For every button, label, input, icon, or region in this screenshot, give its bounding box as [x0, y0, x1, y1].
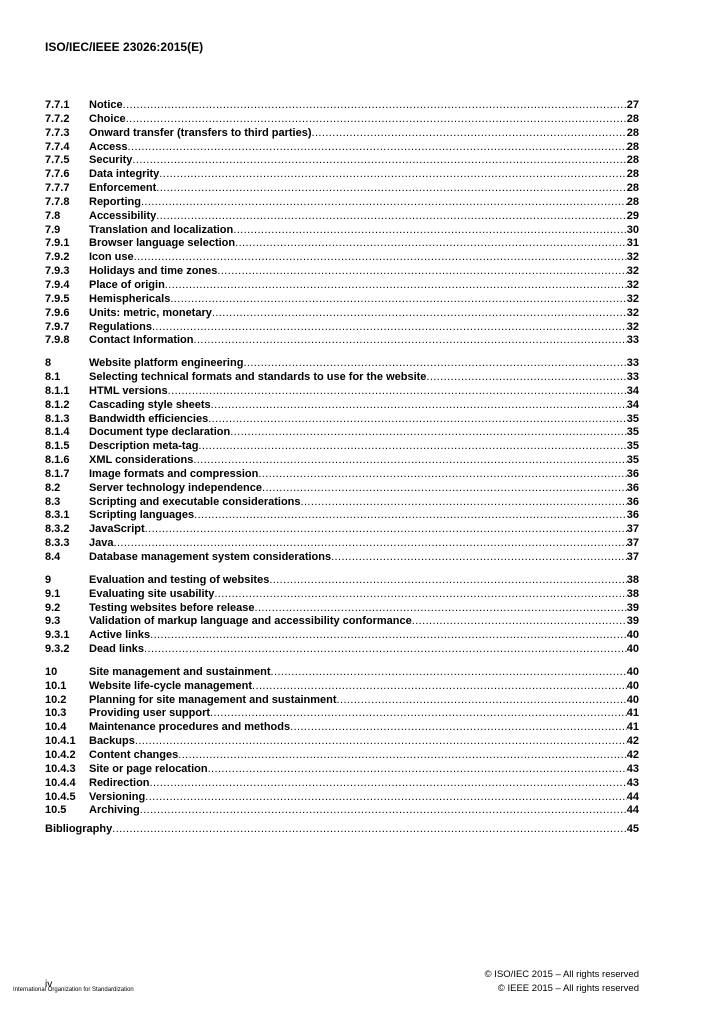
toc-entry-number: 7.7.1 — [45, 99, 70, 111]
toc-entry-number: 8.1 — [45, 371, 61, 384]
toc-entry-title: Contact Information — [89, 334, 194, 347]
toc-dot-leader — [145, 791, 627, 805]
toc-entry-title: Security — [89, 154, 133, 167]
toc-entry-page: 35 — [626, 426, 639, 439]
toc-entry-page: 37 — [626, 523, 639, 536]
copyright-ieee: © IEEE 2015 – All rights reserved — [497, 982, 639, 994]
toc-entry-title: Data integrity — [89, 168, 160, 181]
toc-dot-leader — [194, 509, 627, 523]
toc-entry[interactable] — [45, 141, 639, 155]
toc-entry-number: 7.7.7 — [45, 182, 70, 195]
toc-entry-page: 37 — [626, 551, 639, 563]
toc-entry-title: JavaScript — [89, 523, 145, 536]
toc-entry-number: 8.3.2 — [45, 523, 70, 536]
toc-entry-page: 28 — [626, 154, 639, 167]
toc-entry[interactable] — [45, 804, 639, 818]
toc-entry-title: Maintenance procedures and methods — [89, 721, 291, 734]
toc-entry-number: 10.4.2 — [45, 748, 76, 761]
toc-entry[interactable] — [45, 413, 639, 427]
toc-entry-title: Holidays and time zones — [89, 265, 218, 278]
toc-entry[interactable] — [45, 666, 639, 680]
toc-entry-number: 10.1 — [45, 679, 67, 692]
toc-entry-title: Dead links — [89, 643, 145, 656]
toc-entry[interactable] — [45, 523, 639, 537]
toc-entry-page: 40 — [626, 693, 639, 706]
toc-entry-title: Archiving — [89, 804, 140, 817]
toc-entry-page: 36 — [626, 509, 639, 522]
toc-dot-leader — [165, 279, 627, 293]
toc-entry-number: 7.9.8 — [45, 334, 70, 347]
toc-entry-page: 32 — [626, 306, 639, 319]
toc-entry[interactable] — [45, 440, 639, 454]
document-header: ISO/IEC/IEEE 23026:2015(E) — [45, 40, 204, 54]
toc-entry-number: 8.4 — [45, 551, 61, 563]
toc-dot-leader — [312, 127, 627, 141]
toc-entry-page: 35 — [626, 412, 639, 425]
toc-dot-leader — [126, 113, 627, 127]
toc-entry-number: 8.1.1 — [45, 384, 70, 397]
toc-dot-leader — [168, 385, 627, 399]
toc-dot-leader — [113, 537, 626, 551]
toc-entry-page: 38 — [626, 587, 639, 600]
toc-entry-page: 40 — [626, 679, 639, 692]
toc-dot-leader — [252, 680, 627, 694]
toc-entry-number: 7.9.5 — [45, 292, 70, 305]
toc-entry-number: 7.7.5 — [45, 154, 70, 167]
toc-entry-page: 44 — [626, 790, 639, 803]
toc-entry-number: 9.2 — [45, 601, 61, 614]
toc-entry-title: Validation of markup language and accessibility conformance — [89, 615, 412, 628]
toc-entry[interactable] — [45, 643, 639, 657]
toc-entry-title: HTML versions — [89, 384, 168, 397]
toc-entry-page: 43 — [626, 776, 639, 789]
toc-dot-leader — [123, 99, 627, 113]
toc-entry[interactable] — [45, 426, 639, 440]
toc-dot-leader — [159, 168, 626, 182]
toc-entry-number: 7.7.6 — [45, 168, 70, 181]
toc-entry-number: 8.3 — [45, 495, 61, 508]
toc-entry-page: 33 — [626, 334, 639, 347]
table-of-contents — [45, 99, 639, 837]
toc-entry[interactable] — [45, 334, 639, 348]
toc-entry-title: Testing websites before release — [89, 601, 255, 614]
toc-entry-page: 28 — [626, 168, 639, 181]
toc-entry-title: Notice — [89, 99, 123, 111]
toc-dot-leader — [269, 574, 626, 588]
toc-dot-leader — [170, 293, 626, 307]
toc-entry[interactable] — [45, 574, 639, 588]
toc-entry[interactable] — [45, 251, 639, 265]
toc-entry-number: 7.8 — [45, 209, 61, 222]
toc-entry-page: 38 — [626, 573, 639, 586]
toc-entry-page: 34 — [626, 398, 639, 411]
toc-entry[interactable] — [45, 127, 639, 141]
toc-entry-title: Java — [89, 537, 114, 550]
toc-entry[interactable] — [45, 763, 639, 777]
toc-entry[interactable] — [45, 721, 639, 735]
toc-entry[interactable] — [45, 182, 639, 196]
toc-entry-title: Enforcement — [89, 182, 157, 195]
toc-entry-number: 9.3 — [45, 615, 61, 628]
toc-entry[interactable] — [45, 680, 639, 694]
toc-entry-title: Providing user support — [89, 707, 211, 720]
toc-entry[interactable] — [45, 293, 639, 307]
toc-entry-page: 45 — [626, 823, 639, 836]
toc-entry[interactable] — [45, 357, 639, 371]
toc-entry-page: 35 — [626, 454, 639, 467]
toc-entry-title: Translation and localization — [89, 223, 234, 236]
toc-entry-page: 27 — [626, 99, 639, 111]
toc-entry-number: 8.1.4 — [45, 426, 70, 439]
toc-entry-page: 40 — [626, 643, 639, 656]
toc-entry-page: 43 — [626, 762, 639, 775]
toc-entry-title: Content changes — [89, 748, 179, 761]
toc-entry[interactable] — [45, 224, 639, 238]
toc-entry-number: 8.1.2 — [45, 398, 70, 411]
toc-entry[interactable] — [45, 615, 639, 629]
toc-entry-title: Cascading style sheets — [89, 398, 211, 411]
toc-dot-leader — [134, 251, 627, 265]
toc-entry[interactable] — [45, 509, 639, 523]
toc-entry-page: 29 — [626, 209, 639, 222]
toc-entry[interactable] — [45, 629, 639, 643]
toc-entry-number: 8.1.3 — [45, 412, 70, 425]
toc-entry-page: 28 — [626, 140, 639, 153]
toc-entry-number: 10.4.4 — [45, 776, 76, 789]
toc-entry-title: Bandwidth efficiencies — [89, 412, 209, 425]
toc-entry-number: 10.4 — [45, 721, 67, 734]
toc-dot-leader — [258, 468, 626, 482]
toc-entry-page: 41 — [626, 707, 639, 720]
toc-dot-leader — [230, 426, 627, 440]
toc-entry-number: 8.3.3 — [45, 537, 70, 550]
toc-dot-leader — [211, 399, 627, 413]
toc-dot-leader — [426, 371, 626, 385]
toc-entry-page: 42 — [626, 735, 639, 748]
toc-entry-number: 10.2 — [45, 693, 67, 706]
toc-entry[interactable] — [45, 588, 639, 602]
toc-entry-page: 39 — [626, 601, 639, 614]
toc-dot-leader — [178, 749, 627, 763]
toc-entry[interactable] — [45, 99, 639, 113]
toc-entry-title: Selecting technical formats and standards to use for the website — [89, 371, 427, 384]
toc-entry-page: 39 — [626, 615, 639, 628]
toc-entry[interactable] — [45, 399, 639, 413]
toc-entry-page: 40 — [626, 665, 639, 678]
toc-entry[interactable] — [45, 307, 639, 321]
toc-entry-title: Access — [89, 140, 128, 153]
toc-dot-leader — [271, 666, 627, 680]
toc-entry[interactable] — [45, 196, 639, 210]
toc-dot-leader — [301, 496, 627, 510]
toc-dot-leader — [150, 777, 627, 791]
toc-entry-number: 9.3.1 — [45, 629, 70, 642]
toc-entry[interactable] — [45, 791, 639, 805]
toc-entry-number: 7.7.2 — [45, 112, 70, 125]
toc-entry[interactable] — [45, 823, 639, 837]
toc-entry-number: 7.9.2 — [45, 251, 70, 264]
toc-entry-title: Active links — [89, 629, 151, 642]
toc-entry-title: Document type declaration — [89, 426, 231, 439]
toc-entry-title: Image formats and compression — [89, 467, 259, 480]
toc-dot-leader — [135, 735, 627, 749]
toc-entry-number: 8.1.6 — [45, 454, 70, 467]
toc-dot-leader — [337, 694, 627, 708]
toc-entry-page: 34 — [626, 384, 639, 397]
toc-entry-title: Versioning — [89, 790, 146, 803]
toc-dot-leader — [243, 357, 626, 371]
toc-entry-page: 36 — [626, 481, 639, 494]
toc-dot-leader — [254, 602, 626, 616]
toc-entry-page: 32 — [626, 278, 639, 291]
toc-entry-page: 44 — [626, 804, 639, 817]
toc-entry-number: 7.9.3 — [45, 265, 70, 278]
toc-dot-leader — [132, 154, 626, 168]
toc-entry[interactable] — [45, 537, 639, 551]
toc-entry-title: Browser language selection — [89, 237, 236, 250]
toc-entry-number: 9 — [45, 573, 52, 586]
toc-entry-title: Planning for site management and sustainment — [89, 693, 337, 706]
copyright-block — [485, 968, 639, 995]
toc-entry-number: 10.4.3 — [45, 762, 76, 775]
toc-entry-number: 9.3.2 — [45, 643, 70, 656]
toc-entry[interactable] — [45, 385, 639, 399]
toc-entry[interactable] — [45, 154, 639, 168]
toc-entry[interactable] — [45, 482, 639, 496]
toc-dot-leader — [140, 804, 627, 818]
toc-entry-number: 7.7.3 — [45, 126, 70, 139]
toc-entry-title: Website life-cycle management — [89, 679, 253, 692]
toc-entry[interactable] — [45, 602, 639, 616]
toc-entry-page: 33 — [626, 357, 639, 370]
toc-entry-number: 10.3 — [45, 707, 67, 720]
toc-entry-number: 8.1.7 — [45, 467, 70, 480]
toc-dot-leader — [141, 196, 627, 210]
toc-entry[interactable] — [45, 551, 639, 565]
toc-entry-number: 10.4.1 — [45, 735, 76, 748]
toc-dot-leader — [412, 615, 627, 629]
toc-dot-leader — [144, 643, 627, 657]
toc-entry-page: 33 — [626, 371, 639, 384]
toc-entry-number: 7.9.1 — [45, 237, 70, 250]
toc-dot-leader — [262, 482, 627, 496]
toc-entry-page: 36 — [626, 467, 639, 480]
toc-entry-page: 30 — [626, 223, 639, 236]
toc-entry-title: Database management system considerations — [89, 551, 332, 563]
toc-entry-title: Units: metric, monetary — [89, 306, 212, 319]
toc-dot-leader — [145, 523, 627, 537]
toc-entry-number: 9.1 — [45, 587, 61, 600]
toc-dot-leader — [198, 440, 626, 454]
toc-dot-leader — [233, 224, 627, 238]
toc-entry-title: Bibliography — [45, 823, 113, 836]
toc-entry-page: 28 — [626, 112, 639, 125]
toc-dot-leader — [208, 763, 627, 777]
toc-entry[interactable] — [45, 113, 639, 127]
toc-dot-leader — [112, 823, 627, 837]
toc-entry-title: Scripting languages — [89, 509, 195, 522]
toc-entry-number: 8.1.5 — [45, 440, 70, 453]
toc-entry-number: 8.2 — [45, 481, 61, 494]
toc-entry-page: 37 — [626, 537, 639, 550]
copyright-iso: © ISO/IEC 2015 – All rights reserved — [484, 969, 639, 980]
toc-entry-page: 41 — [626, 721, 639, 734]
toc-dot-leader — [208, 413, 627, 427]
toc-dot-leader — [212, 307, 627, 321]
toc-entry-title: Site management and sustainment — [89, 665, 271, 678]
toc-entry-page: 31 — [626, 237, 639, 250]
toc-entry[interactable] — [45, 279, 639, 293]
page-number: iv — [45, 979, 53, 990]
toc-entry[interactable] — [45, 265, 639, 279]
toc-entry-title: Description meta-tag — [89, 440, 199, 453]
toc-entry-title: Server technology independence — [89, 481, 262, 494]
toc-dot-leader — [128, 141, 627, 155]
toc-entry-title: Website platform engineering — [89, 357, 244, 370]
toc-entry-number: 7.7.8 — [45, 195, 70, 208]
toc-entry-title: Backups — [89, 735, 135, 748]
toc-entry[interactable] — [45, 371, 639, 385]
toc-entry-title: Accessibility — [89, 209, 157, 222]
toc-dot-leader — [214, 588, 626, 602]
toc-entry-number: 8 — [45, 357, 52, 370]
toc-dot-leader — [194, 334, 627, 348]
toc-entry-title: Place of origin — [89, 278, 165, 291]
toc-entry[interactable] — [45, 735, 639, 749]
toc-entry-title: Onward transfer (transfers to third parties) — [89, 126, 312, 139]
toc-entry-title: Icon use — [89, 251, 134, 264]
toc-dot-leader — [193, 454, 626, 468]
toc-entry[interactable] — [45, 454, 639, 468]
toc-dot-leader — [156, 210, 626, 224]
toc-dot-leader — [150, 629, 627, 643]
toc-entry-page: 40 — [626, 629, 639, 642]
toc-entry-title: Choice — [89, 112, 126, 125]
toc-entry-page: 42 — [626, 748, 639, 761]
toc-entry-title: Evaluation and testing of websites — [89, 573, 270, 586]
toc-entry-number: 7.9 — [45, 223, 61, 236]
toc-entry-number: 8.3.1 — [45, 509, 70, 522]
toc-entry-number: 7.9.6 — [45, 306, 70, 319]
organization-name: International Organization for Standardization — [13, 987, 134, 993]
toc-entry-page: 28 — [626, 126, 639, 139]
toc-entry-page: 28 — [626, 182, 639, 195]
toc-entry-title: XML considerations — [89, 454, 194, 467]
toc-entry-page: 32 — [626, 265, 639, 278]
toc-dot-leader — [331, 551, 627, 565]
toc-entry-title: Evaluating site usability — [89, 587, 215, 600]
toc-entry-number: 10.5 — [45, 804, 67, 817]
toc-entry-number: 10.4.5 — [45, 790, 76, 803]
toc-entry-page: 35 — [626, 440, 639, 453]
toc-entry-number: 10 — [45, 665, 58, 678]
toc-entry[interactable] — [45, 321, 639, 335]
toc-dot-leader — [290, 721, 627, 735]
toc-entry-page: 32 — [626, 320, 639, 333]
toc-entry[interactable] — [45, 237, 639, 251]
toc-entry-page: 36 — [626, 495, 639, 508]
toc-entry-number: 7.7.4 — [45, 140, 70, 153]
toc-entry-title: Reporting — [89, 195, 141, 208]
toc-dot-leader — [210, 707, 627, 721]
toc-entry[interactable] — [45, 468, 639, 482]
toc-entry-title: Redirection — [89, 776, 150, 789]
toc-dot-leader — [235, 237, 627, 251]
toc-entry-title: Hemisphericals — [89, 292, 171, 305]
toc-entry-title: Regulations — [89, 320, 152, 333]
toc-entry-page: 32 — [626, 251, 639, 264]
toc-entry-number: 7.9.7 — [45, 320, 70, 333]
toc-entry-number: 7.9.4 — [45, 278, 70, 291]
toc-entry-page: 32 — [626, 292, 639, 305]
toc-dot-leader — [152, 321, 627, 335]
toc-entry[interactable] — [45, 749, 639, 763]
toc-dot-leader — [156, 182, 627, 196]
toc-entry-page: 28 — [626, 195, 639, 208]
toc-entry[interactable] — [45, 707, 639, 721]
toc-entry[interactable] — [45, 210, 639, 224]
toc-entry[interactable] — [45, 777, 639, 791]
toc-entry[interactable] — [45, 694, 639, 708]
toc-dot-leader — [217, 265, 626, 279]
toc-entry-title: Scripting and executable considerations — [89, 495, 301, 508]
toc-entry-title: Site or page relocation — [89, 762, 208, 775]
toc-entry[interactable] — [45, 168, 639, 182]
toc-entry[interactable] — [45, 496, 639, 510]
